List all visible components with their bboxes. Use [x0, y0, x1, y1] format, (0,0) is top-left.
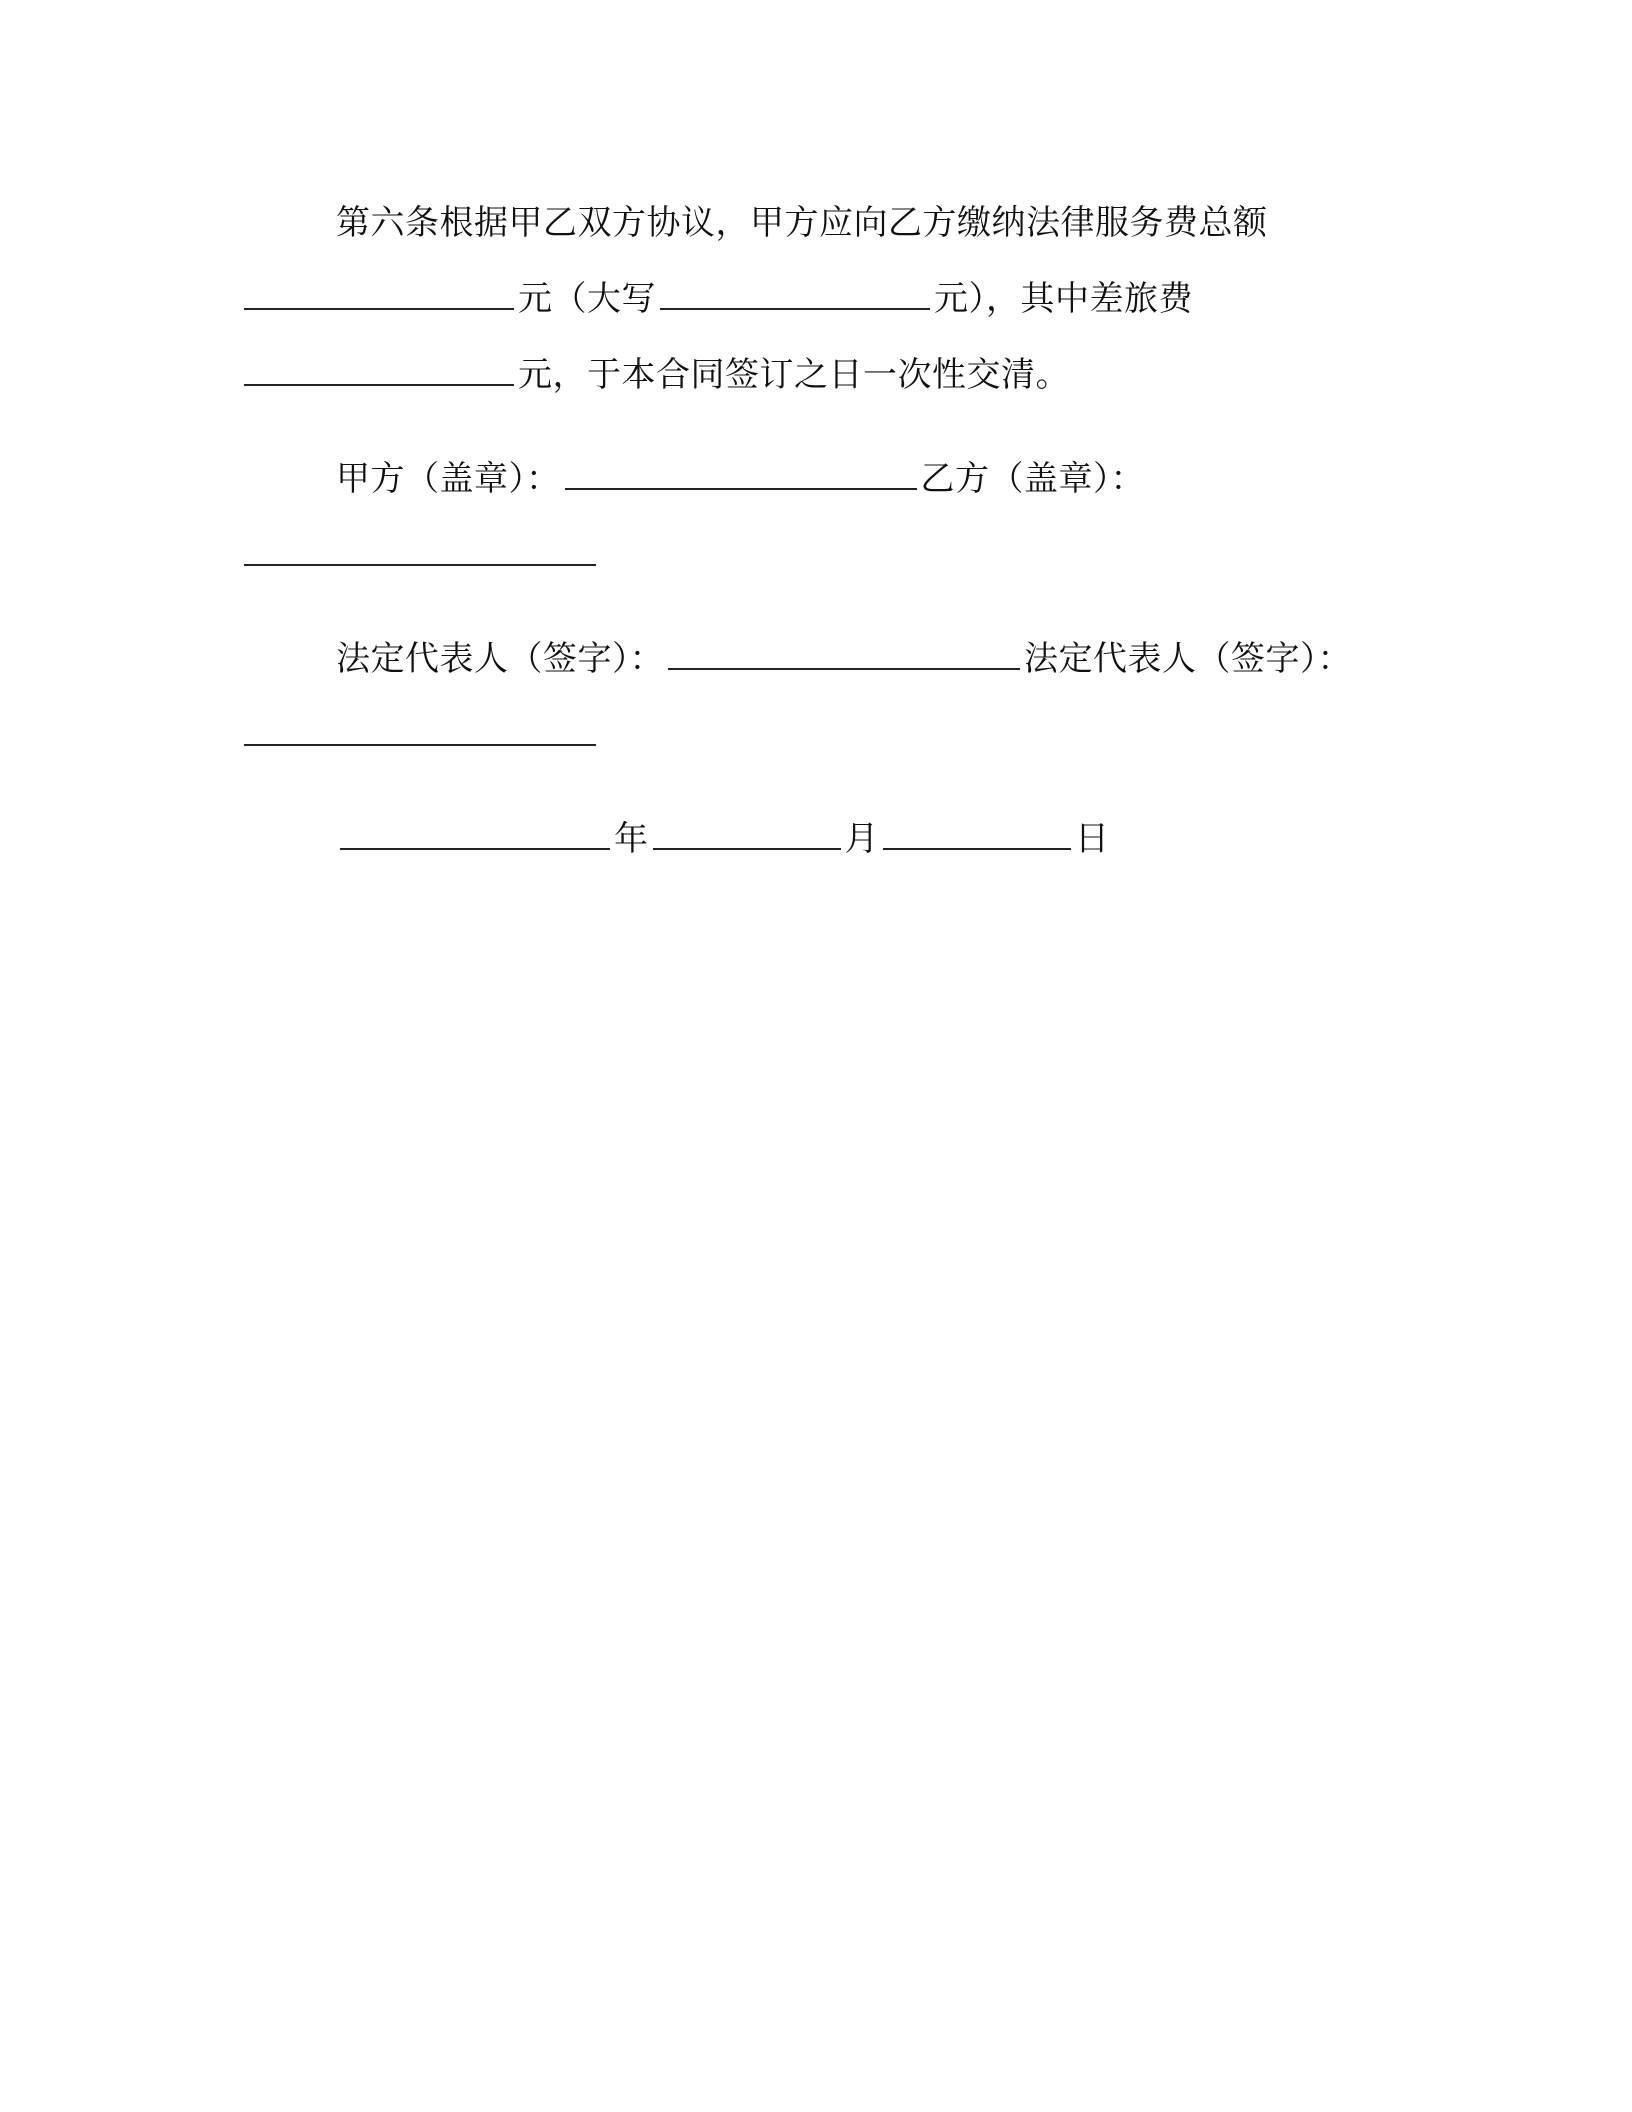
day-blank[interactable]	[883, 826, 1071, 850]
article-6-lead: 第六条根据甲乙双方协议，甲方应向乙方缴纳法律服务费总额	[336, 203, 1268, 243]
yuan-close-label: 元），其中差旅费	[934, 279, 1193, 319]
date-paragraph	[240, 801, 1360, 877]
travel-fee-blank[interactable]	[244, 362, 514, 386]
party-b-seal-blank[interactable]	[244, 542, 596, 566]
total-fee-blank[interactable]	[244, 286, 514, 310]
year-blank[interactable]	[340, 826, 610, 850]
legal-rep-b-label: 法定代表人（签字）：	[1024, 639, 1352, 679]
legal-rep-a-label: 法定代表人（签字）：	[336, 639, 664, 679]
party-a-seal-blank[interactable]	[565, 466, 917, 490]
day-label: 日	[1075, 819, 1110, 859]
month-label: 月	[844, 819, 879, 859]
legal-rep-a-blank[interactable]	[668, 646, 1020, 670]
yuan-uppercase-label: 元（大写	[518, 279, 656, 319]
article-6-paragraph	[240, 185, 1360, 413]
year-label: 年	[614, 819, 649, 859]
month-blank[interactable]	[653, 826, 841, 850]
legal-rep-b-blank[interactable]	[244, 722, 596, 746]
total-fee-uppercase-blank[interactable]	[660, 286, 930, 310]
legal-rep-paragraph	[240, 621, 1360, 773]
article-6-tail: 元，于本合同签订之日一次性交清。	[518, 355, 1070, 395]
party-b-seal-label: 乙方（盖章）：	[920, 459, 1145, 499]
document-content	[240, 185, 1360, 877]
seal-paragraph	[240, 441, 1360, 593]
party-a-seal-label: 甲方（盖章）：	[336, 459, 561, 499]
